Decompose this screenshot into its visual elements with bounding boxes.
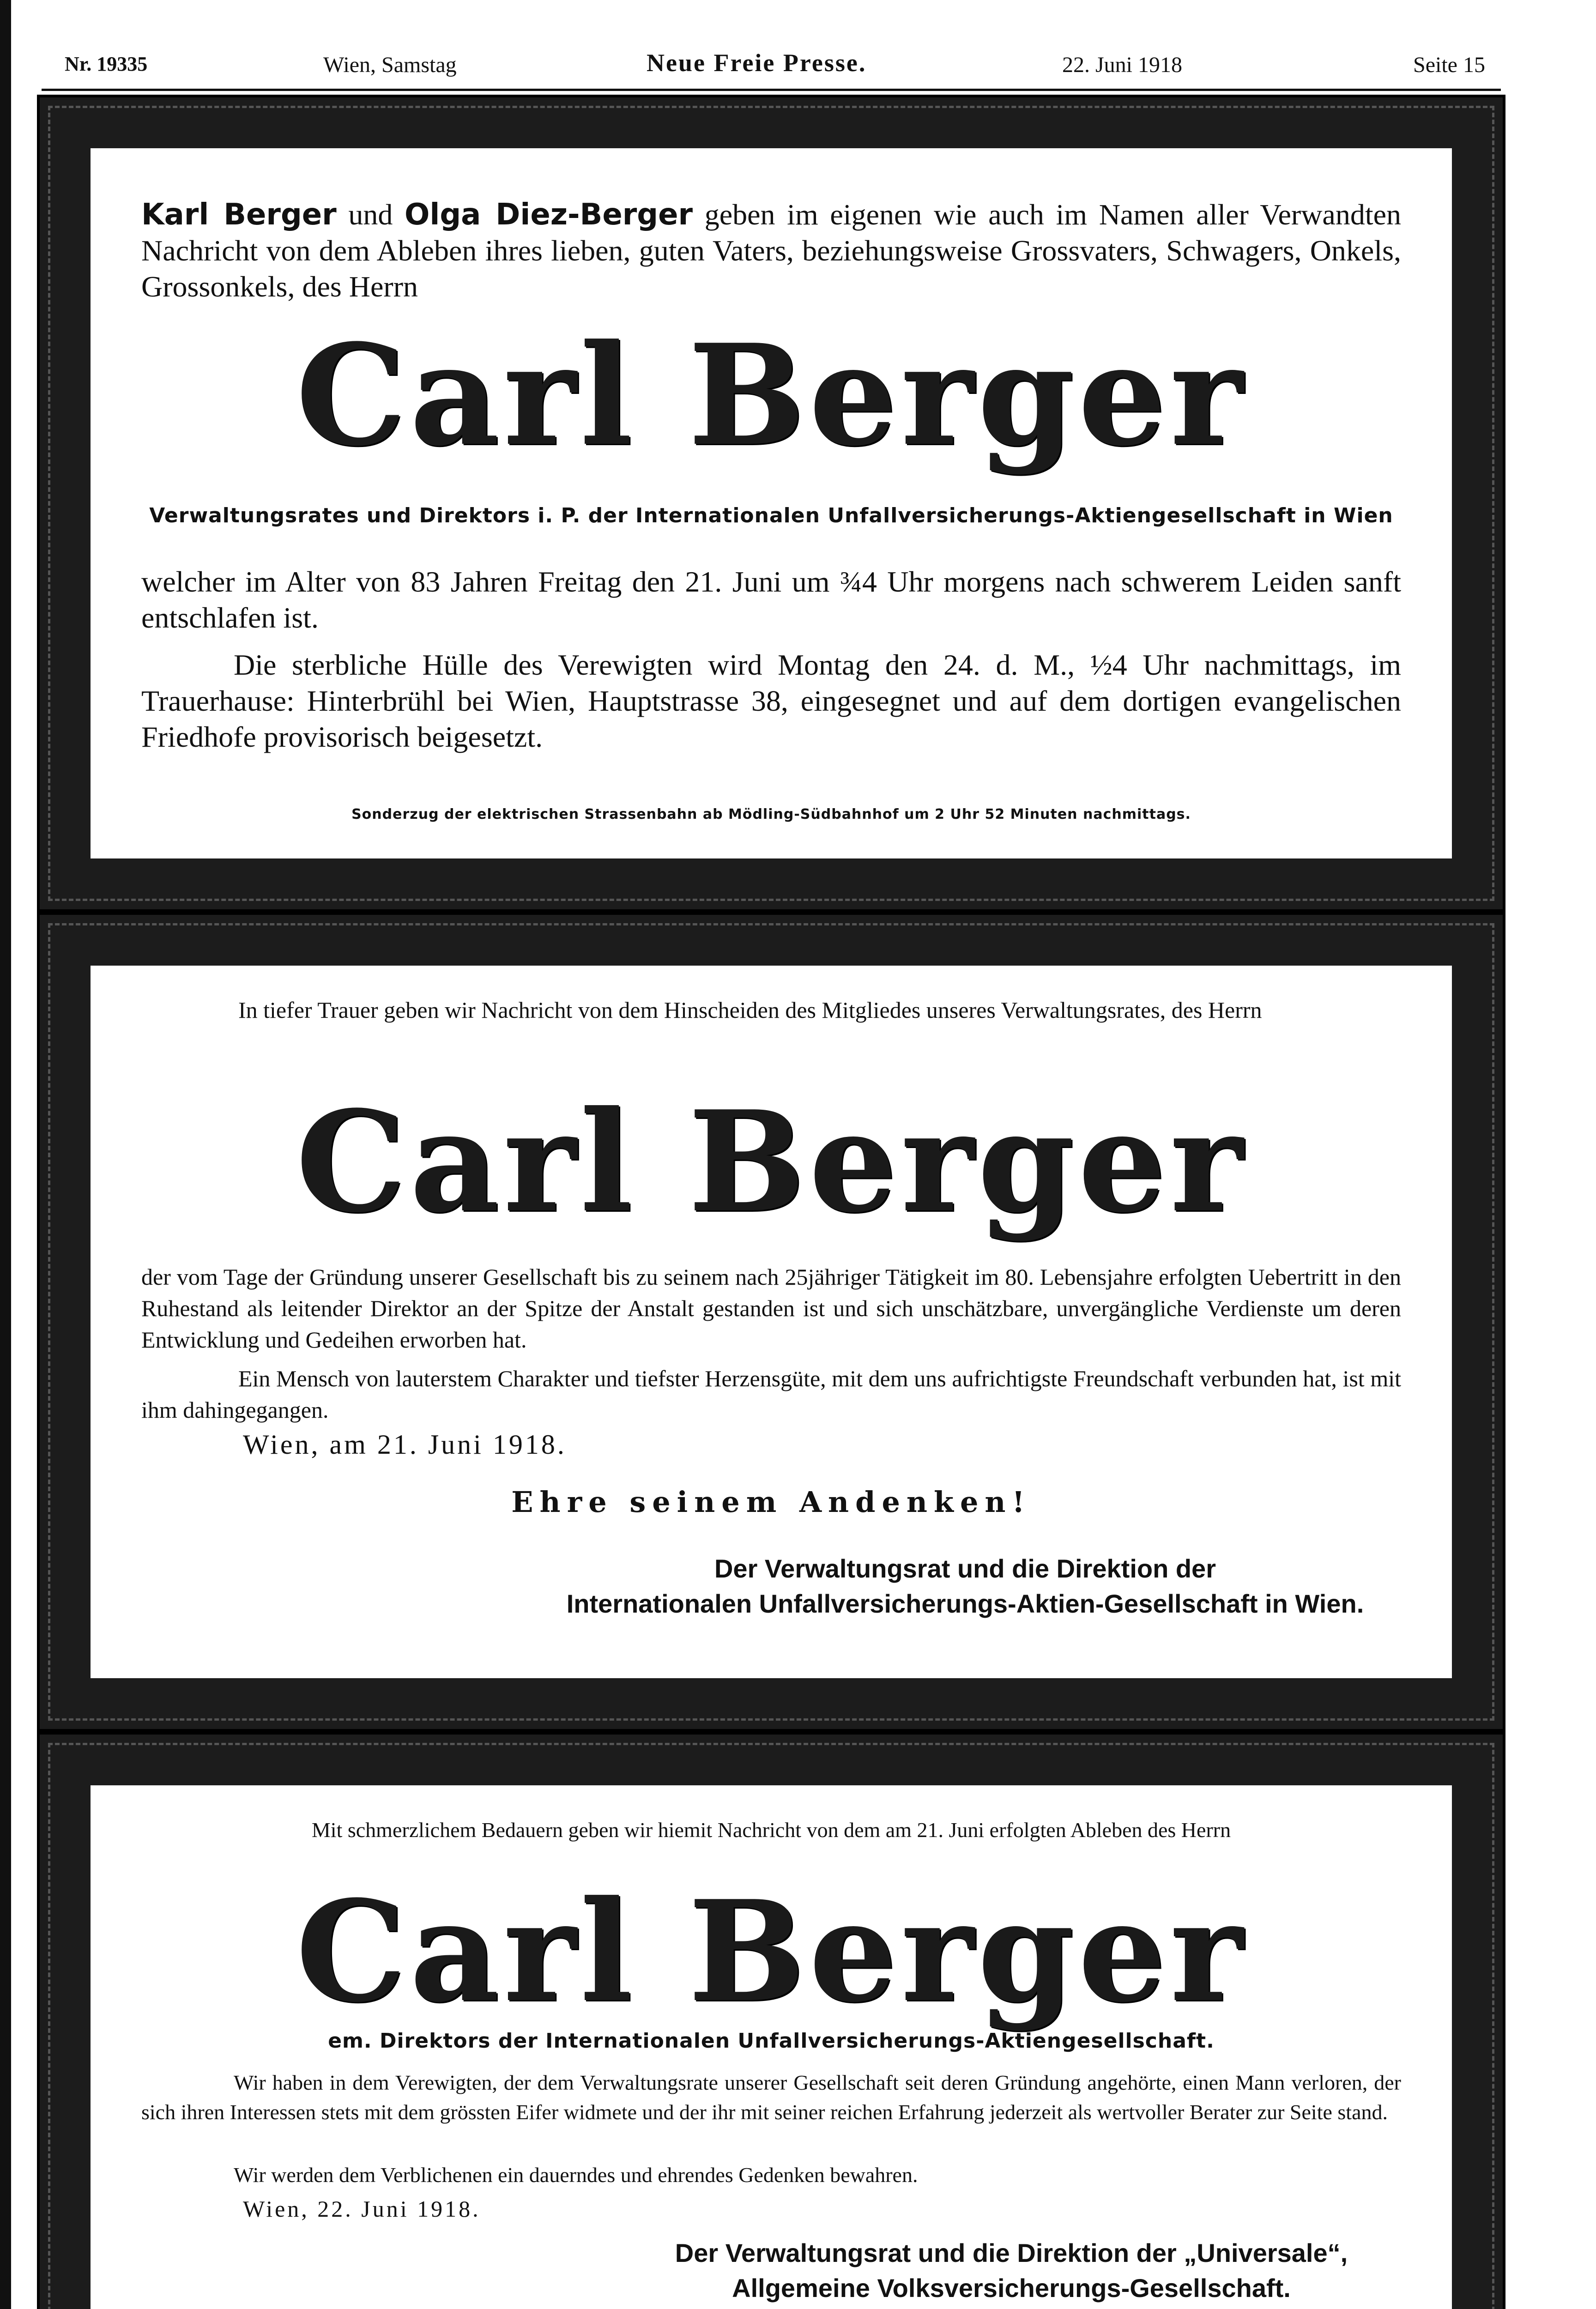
name-olga-diez-berger: Olga Diez-Berger xyxy=(405,198,693,232)
page-number: Seite 15 xyxy=(1413,53,1485,77)
paragraph-death: welcher im Alter von 83 Jahren Freitag den 21. Juni um ¾4 Uhr morgens nach schwerem Leiden sanft entschlafen ist. xyxy=(141,565,1401,634)
signature-line-2: Internationalen Unfallversicherungs-Aktien-Gesellschaft in Wien. xyxy=(566,1589,1364,1618)
death-notice-family xyxy=(37,95,1505,912)
place-date: Wien, 22. Juni 1918. xyxy=(243,2196,481,2222)
memorial-motto: Ehre seinem Andenken! xyxy=(511,1485,1031,1519)
paragraph-character: Ein Mensch von lauterstem Charakter und tiefster Herzensgüte, mit dem uns aufrichtigste Freundschaft verbunden hat, ist mit ihm dahingegangen. xyxy=(141,1366,1401,1423)
deceased-name: Carl Berger xyxy=(296,1870,1247,2033)
header-rule xyxy=(42,89,1501,91)
intro-paragraph: In tiefer Trauer geben wir Nachricht von dem Hinscheiden des Mitgliedes unseres Verwaltungsrates, des Herrn xyxy=(238,997,1262,1023)
page-edge-bar xyxy=(0,0,11,2309)
intro-paragraph xyxy=(91,197,1452,305)
paragraph-career: der vom Tage der Gründung unserer Gesellschaft bis zu seinem nach 25jähriger Tätigkeit im 80. Lebensjahre erfolgten Uebertritt in den Ruhestand als leitender Direktor an der Spitze der Anstalt gestanden ist und sich unschätzbare, unvergängliche Verdienste um deren Entwicklung und Gedeihen erworben hat. xyxy=(141,1264,1401,1353)
issue-number: Nr. 19335 xyxy=(65,53,148,75)
paragraph-funeral: Die sterbliche Hülle des Verewigten wird Montag den 24. d. M., ½4 Uhr nachmittags, im Trauerhause: Hinterbrühl bei Wien, Hauptstrasse 38, eingesegnet und auf dem dortigen evangelischen Friedhofe provisorisch beigesetzt. xyxy=(141,648,1401,753)
page-header xyxy=(60,48,1492,85)
header-date: 22. Juni 1918 xyxy=(1062,53,1183,77)
paragraph-tribute: Wir haben in dem Verewigten, der dem Verwaltungsrate unserer Gesellschaft seit deren Gründung angehörte, einen Mann verloren, der sich ihren Interessen stets mit dem grössten Eifer widmete und der ihr mit seiner reichen Erfahrung jederzeit als wertvoller Berater zur Seite stand. xyxy=(141,2071,1401,2124)
deceased-name: Carl Berger xyxy=(296,1080,1247,1243)
notice-body xyxy=(91,1785,1452,2309)
newspaper-title: Neue Freie Presse. xyxy=(647,49,867,77)
deceased-title-line: em. Direktors der Internationalen Unfallversicherungs-Aktiengesellschaft. xyxy=(328,2029,1215,2053)
header-place-day: Wien, Samstag xyxy=(323,53,457,77)
notice-body xyxy=(91,966,1452,1678)
intro-and: und xyxy=(336,198,405,231)
deceased-title-line: Verwaltungsrates und Direktors i. P. der Internationalen Unfallversicherungs-Aktiengesellschaft in Wien xyxy=(149,504,1393,527)
intro-paragraph: Mit schmerzlichem Bedauern geben wir hiemit Nachricht von dem am 21. Juni erfolgten Ableben des Herrn xyxy=(311,1818,1231,1842)
signature-line-2: Allgemeine Volksversicherungs-Gesellschaft. xyxy=(732,2273,1291,2303)
signature-line-1: Der Verwaltungsrat und die Direktion der xyxy=(714,1554,1216,1583)
tram-note: Sonderzug der elektrischen Strassenbahn ab Mödling-Südbahnhof um 2 Uhr 52 Minuten nachmittags. xyxy=(351,806,1191,822)
death-notice-company xyxy=(37,912,1505,1732)
deceased-name: Carl Berger xyxy=(296,314,1247,477)
paragraph-remembrance: Wir werden dem Verblichenen ein dauerndes und ehrendes Gedenken bewahren. xyxy=(234,2163,918,2187)
name-karl-berger: Karl Berger xyxy=(141,198,337,232)
intro-text: geben im eigenen wie auch im Namen aller Verwandten Nachricht von dem Ableben ihres lieben, guten Vaters, beziehungsweise Grossvaters, Schwagers, Onkels, Grossonkels, des Herrn xyxy=(141,198,1402,303)
signature-line-1: Der Verwaltungsrat und die Direktion der „Universale“, xyxy=(675,2238,1348,2267)
notice-body xyxy=(91,148,1452,858)
signature-block xyxy=(506,1551,1424,1621)
death-notice-universale xyxy=(37,1732,1505,2309)
signature-block xyxy=(598,2236,1424,2306)
place-date: Wien, am 21. Juni 1918. xyxy=(243,1429,567,1460)
